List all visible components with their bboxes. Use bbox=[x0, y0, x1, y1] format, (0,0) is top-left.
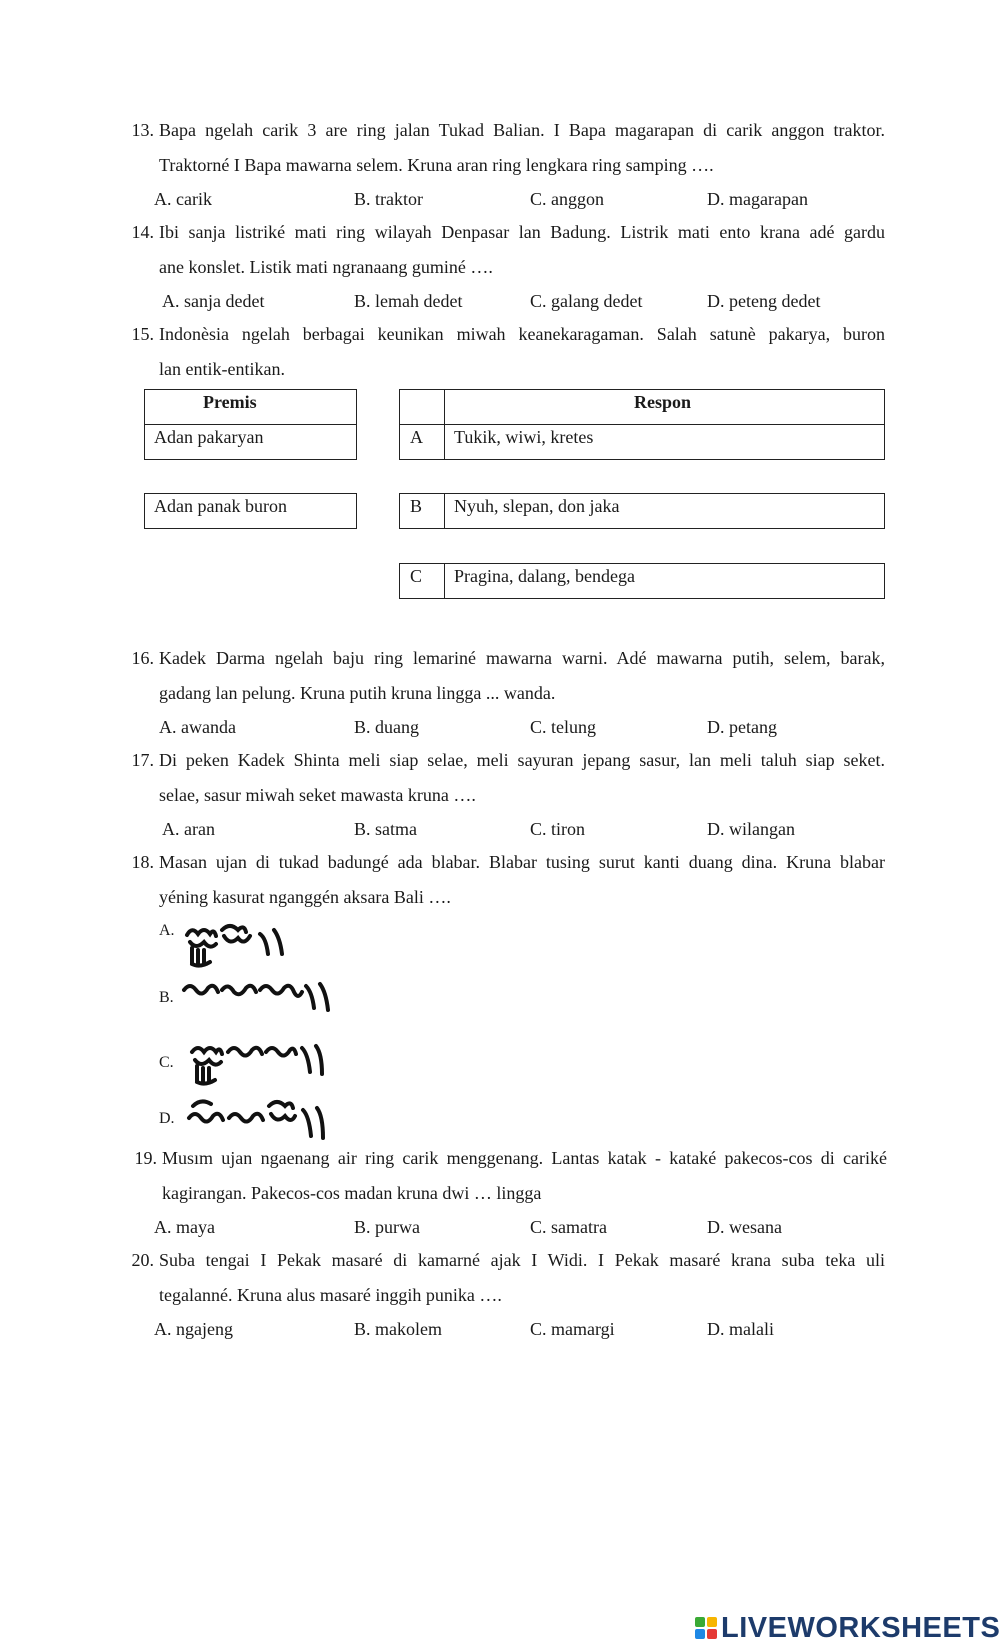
option-d[interactable]: D. petang bbox=[707, 717, 777, 737]
option-b[interactable]: B. makolem bbox=[354, 1319, 442, 1339]
question-number: 18. bbox=[131, 852, 154, 872]
logo-square bbox=[707, 1617, 717, 1627]
logo-text: LIVEWORKSHEETS bbox=[721, 1611, 1000, 1644]
premis-item[interactable]: Adan pakaryan bbox=[154, 427, 264, 447]
respon-item[interactable]: Nyuh, slepan, don jaka bbox=[454, 496, 620, 516]
respon-item[interactable]: Tukik, wiwi, kretes bbox=[454, 427, 594, 447]
option-a[interactable]: A. sanja dedet bbox=[162, 291, 265, 311]
option-c[interactable]: C. mamargi bbox=[530, 1319, 615, 1339]
option-c[interactable]: C. galang dedet bbox=[530, 291, 643, 311]
option-d[interactable]: D. magarapan bbox=[707, 189, 808, 209]
balinese-script-option-a[interactable] bbox=[182, 920, 292, 970]
question-text-line: gadang lan pelung. Kruna putih kruna lingga ... wanda. bbox=[159, 683, 556, 703]
question-text-line: Masan ujan di tukad badungé ada blabar. Blabar tusing surut kanti duang dina. Kruna blabar bbox=[159, 852, 885, 872]
balinese-script-option-d[interactable] bbox=[187, 1096, 327, 1146]
question-number: 15. bbox=[131, 324, 154, 344]
question-number: 14. bbox=[131, 222, 154, 242]
question-number: 16. bbox=[131, 648, 154, 668]
option-d[interactable]: D. wesana bbox=[707, 1217, 782, 1237]
premis-table bbox=[144, 389, 357, 460]
respon-item[interactable]: Pragina, dalang, bendega bbox=[454, 566, 635, 586]
respon-box bbox=[399, 493, 885, 529]
premis-header: Premis bbox=[203, 392, 257, 412]
option-b[interactable]: B. traktor bbox=[354, 189, 423, 209]
premis-item[interactable]: Adan panak buron bbox=[154, 496, 287, 516]
respon-box bbox=[399, 563, 885, 599]
balinese-script-option-b[interactable] bbox=[182, 978, 332, 1018]
question-text-line: selae, sasur miwah seket mawasta kruna …. bbox=[159, 785, 476, 805]
option-d[interactable]: D. peteng dedet bbox=[707, 291, 821, 311]
respon-key: B bbox=[410, 496, 423, 516]
question-text-line: lan entik-entikan. bbox=[159, 359, 285, 379]
question-text-line: Kadek Darma ngelah baju ring lemariné mawarna warni. Adé mawarna putih, selem, barak, bbox=[159, 648, 885, 668]
option-a[interactable]: A. maya bbox=[154, 1217, 215, 1237]
balinese-script-option-c[interactable] bbox=[188, 1038, 323, 1088]
option-b[interactable]: B. lemah dedet bbox=[354, 291, 463, 311]
question-number: 13. bbox=[131, 120, 154, 140]
question-number: 17. bbox=[131, 750, 154, 770]
question-text-line: ane konslet. Listik mati ngranaang guminé …. bbox=[159, 257, 493, 277]
option-a[interactable]: A. awanda bbox=[159, 717, 236, 737]
option-d[interactable]: D. wilangan bbox=[707, 819, 795, 839]
logo-mark-icon bbox=[695, 1617, 717, 1639]
option-b[interactable]: B. satma bbox=[354, 819, 417, 839]
question-text-line: tegalanné. Kruna alus masaré inggih punika …. bbox=[159, 1285, 502, 1305]
option-c[interactable]: C. tiron bbox=[530, 819, 586, 839]
respon-key: A bbox=[410, 427, 423, 447]
option-b[interactable]: B. purwa bbox=[354, 1217, 420, 1237]
question-text-line: yéning kasurat nganggén aksara Bali …. bbox=[159, 887, 451, 907]
option-a[interactable]: A. ngajeng bbox=[154, 1319, 233, 1339]
option-a[interactable]: A. aran bbox=[162, 819, 215, 839]
question-text-line: Musım ujan ngaenang air ring carik menggenang. Lantas katak - kataké pakecos-cos di cariké bbox=[162, 1148, 887, 1168]
question-number: 20. bbox=[131, 1250, 154, 1270]
option-b-label[interactable]: B. bbox=[159, 989, 174, 1006]
option-c[interactable]: C. anggon bbox=[530, 189, 604, 209]
question-text-line: kagirangan. Pakecos-cos madan kruna dwi … lingga bbox=[162, 1183, 542, 1203]
option-c-label[interactable]: C. bbox=[159, 1054, 174, 1071]
logo-square bbox=[695, 1629, 705, 1639]
question-number: 19. bbox=[134, 1148, 157, 1168]
option-a-label[interactable]: A. bbox=[159, 922, 175, 939]
option-d-label[interactable]: D. bbox=[159, 1110, 175, 1127]
premis-box bbox=[144, 493, 357, 529]
question-text-line: Suba tengai I Pekak masaré di kamarné ajak I Widi. I Pekak masaré krana suba teka uli bbox=[159, 1250, 885, 1270]
question-text-line: Ibi sanja listriké mati ring wilayah Denpasar lan Badung. Listrik mati ento krana adé gardu bbox=[159, 222, 885, 242]
option-c[interactable]: C. samatra bbox=[530, 1217, 607, 1237]
logo-square bbox=[707, 1629, 717, 1639]
respon-key: C bbox=[410, 566, 423, 586]
liveworksheets-logo[interactable] bbox=[695, 1608, 1000, 1648]
question-text-line: Bapa ngelah carik 3 are ring jalan Tukad Balian. I Bapa magarapan di carik anggon traktor. bbox=[159, 120, 885, 140]
option-a[interactable]: A. carik bbox=[154, 189, 212, 209]
logo-square bbox=[695, 1617, 705, 1627]
option-c[interactable]: C. telung bbox=[530, 717, 596, 737]
question-text-line: Di peken Kadek Shinta meli siap selae, meli sayuran jepang sasur, lan meli taluh siap seket. bbox=[159, 750, 885, 770]
respon-table bbox=[399, 389, 885, 460]
respon-header: Respon bbox=[634, 392, 692, 412]
option-b[interactable]: B. duang bbox=[354, 717, 419, 737]
question-text-line: Indonèsia ngelah berbagai keunikan miwah keanekaragaman. Salah satunè pakarya, buron bbox=[159, 324, 885, 344]
question-text-line: Traktorné I Bapa mawarna selem. Kruna aran ring lengkara ring samping …. bbox=[159, 155, 714, 175]
option-d[interactable]: D. malali bbox=[707, 1319, 774, 1339]
